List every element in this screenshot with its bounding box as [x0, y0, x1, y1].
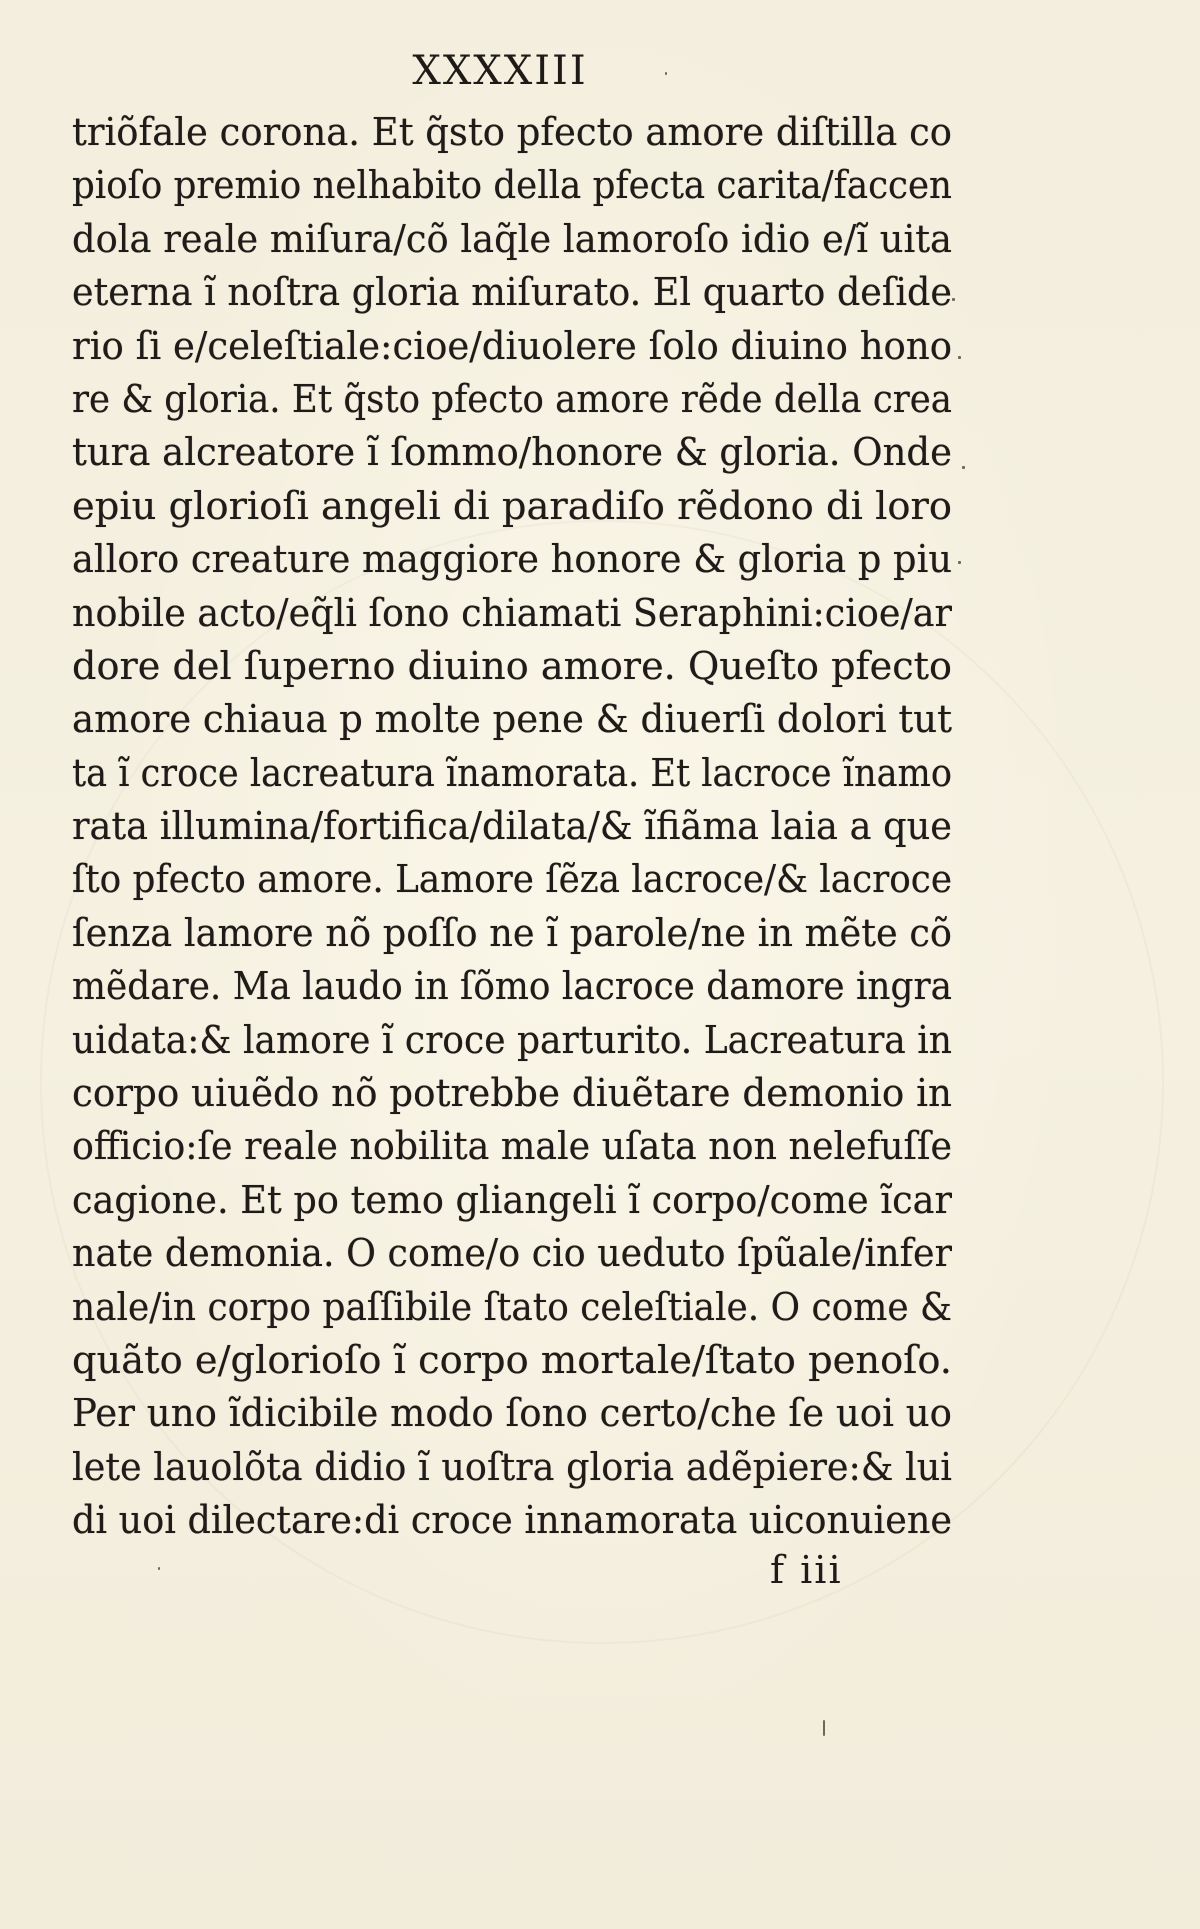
text-line: corpo uiuẽdo nõ potrebbe diuẽtare demonio in	[72, 1071, 952, 1116]
signature-mark: f iii	[770, 1548, 843, 1592]
text-line: rio ſi e/celeſtiale:cioe/diuolere ſolo diuino hono	[72, 323, 952, 368]
text-line: lete lauolõta didio ĩ uoſtra gloria adẽpiere:& lui	[72, 1444, 952, 1489]
text-line: tura alcreatore ĩ ſommo/honore & gloria. Onde	[72, 430, 952, 475]
text-line: rata illumina/fortifica/dilata/& ĩfiãma laia a que	[72, 804, 952, 849]
text-line: nale/in corpo paſſibile ſtato celeſtiale. O come &	[72, 1284, 952, 1329]
text-line: Per uno ĩdicibile modo ſono certo/che ſe uoi uo	[72, 1391, 952, 1436]
text-line: uidata:& lamore ĩ croce parturito. Lacreatura in	[72, 1017, 952, 1062]
paper-speck	[958, 561, 961, 564]
text-line: cagione. Et po temo gliangeli ĩ corpo/come ĩcar	[72, 1177, 952, 1222]
text-line: quãto e/glorioſo ĩ corpo mortale/ſtato penoſo.	[72, 1337, 952, 1382]
text-line: eterna ĩ noſtra gloria miſurato. El quarto deſide	[72, 270, 952, 315]
text-line: alloro creature maggiore honore & gloria p piu	[72, 537, 952, 582]
paper-speck	[958, 356, 961, 359]
text-line: officio:ſe reale nobilita male uſata non nelefuſſe	[72, 1124, 952, 1169]
paper-speck	[158, 1567, 160, 1570]
text-line: nobile acto/eq̃li ſono chiamati Seraphini:cioe/ar	[72, 590, 952, 635]
text-line: pioſo premio nelhabito della pfecta carita/faccen	[72, 163, 952, 208]
text-line: ſenza lamore nõ poſſo ne ĩ parole/ne in mẽte cõ	[72, 910, 952, 955]
text-line: dola reale miſura/cõ laq̃le lamoroſo idio e/ĩ uita	[72, 216, 952, 261]
text-line: epiu glorioſi angeli di paradiſo rẽdono di loro	[72, 483, 952, 528]
text-block	[72, 106, 952, 1548]
text-line: triõfale corona. Et q̃sto pfecto amore diſtilla co	[72, 110, 952, 154]
text-line: nate demonia. O come/o cio ueduto ſpũale/infer	[72, 1231, 952, 1276]
text-line: ta ĩ croce lacreatura ĩnamorata. Et lacroce ĩnamo	[72, 750, 952, 795]
paper-speck	[952, 298, 955, 301]
text-line: re & gloria. Et q̃sto pfecto amore rẽde della crea	[72, 376, 952, 421]
paper-speck	[823, 1720, 825, 1736]
folio-number: XXXXIII	[412, 48, 588, 94]
text-line: mẽdare. Ma laudo in ſõmo lacroce damore ingra	[72, 964, 952, 1009]
text-line: amore chiaua p molte pene & diuerſi dolori tut	[72, 697, 952, 742]
text-line: ſto pfecto amore. Lamore ſẽza lacroce/& lacroce	[72, 857, 952, 902]
paper-speck	[665, 72, 667, 75]
text-line: dore del ſuperno diuino amore. Queſto pfecto	[72, 643, 952, 688]
text-line: di uoi dilectare:di croce innamorata uiconuiene	[72, 1498, 952, 1543]
paper-speck	[962, 466, 965, 469]
